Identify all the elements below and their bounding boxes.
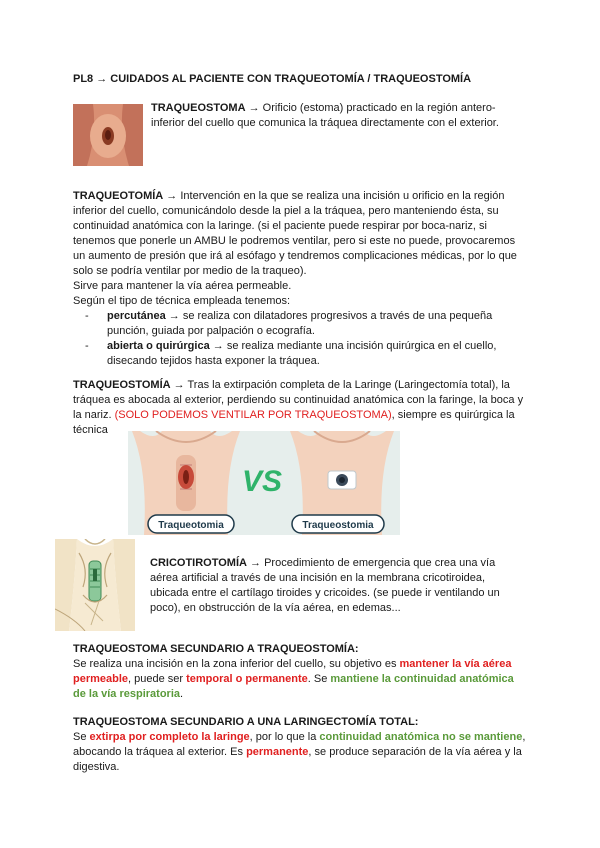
arrow: →	[246, 557, 265, 569]
secundario-laringectomia-section	[73, 715, 528, 775]
type-term: percutánea	[107, 310, 166, 322]
traqueostomia-tail: , siempre es quirúrgica la técnica	[73, 409, 515, 436]
secundario-traqueostomia-section	[73, 642, 528, 702]
traqueostomia-label: Traqueostomia	[302, 520, 374, 531]
highlight-red: temporal o permanente	[186, 673, 308, 685]
comparison-image	[128, 431, 400, 535]
type-text: → se realiza con dilatadores progresivos a través de una pequeña punción, guiada por palpación o ecografía.	[107, 310, 493, 337]
text-run: , por lo que la	[249, 731, 320, 743]
traqueotomia-types-intro: Según el tipo de técnica empleada tenemos:	[73, 295, 291, 307]
type-term: abierta o quirúrgica	[107, 340, 210, 352]
traqueostoma-text: Orificio (estoma) practicado en la región antero-inferior del cuello que comunica la tráquea directamente con el exterior.	[151, 102, 499, 129]
text-run: . Se	[307, 673, 331, 685]
highlight-red: extirpa por completo la laringe	[89, 731, 250, 743]
traqueotomia-purpose: Sirve para mantener la vía aérea permeable.	[73, 280, 292, 292]
arrow: →	[170, 379, 188, 391]
traqueostoma-term: TRAQUEOSTOMA	[151, 102, 246, 114]
type-text: → se realiza mediante una incisión quirúrgica en el cuello, disecando tejidos hasta exponer la tráquea.	[107, 340, 497, 367]
text-run: , puede ser	[128, 673, 187, 685]
traqueostomia-text: Tras la extirpación completa de la Laringe (Laringectomía total), la tráquea es abocada al exterior, perdiendo su continuidad anatómica con la faringe, la boca y la nariz.	[73, 379, 524, 421]
highlight-red: permanente	[246, 746, 309, 758]
text-run: Se realiza una incisión en la zona inferior del cuello, su objetivo es	[73, 658, 400, 670]
section-heading: TRAQUEOSTOMA SECUNDARIO A TRAQUEOSTOMÍA:	[73, 643, 359, 655]
cricotirotomia-text: Procedimiento de emergencia que crea una vía aérea artificial a través de una incisión en la membrana cricotiroidea, ubicada entre el cartílago tiroides y cricoides. (se puede ir ventilando un poco), en obstrucción de la vía aérea, en edemas...	[150, 557, 500, 614]
traqueotomia-definition	[73, 189, 528, 279]
cricotirotomia-illustration	[55, 539, 135, 631]
text-run: .	[180, 688, 184, 700]
traqueostoma-photo	[73, 104, 143, 166]
traqueotomia-label: Traqueotomia	[158, 520, 224, 531]
traqueostomia-term: TRAQUEOSTOMÍA	[73, 379, 171, 391]
section-text	[73, 657, 528, 702]
traqueotomia-section	[73, 189, 528, 369]
traqueotomia-term: TRAQUEOTOMÍA	[73, 190, 164, 202]
traqueotomia-text: Intervención en la que se realiza una incisión u orificio en la región inferior del cuello, comunicándolo desde la piel a la tráquea, pero manteniendo ésta, su continuidad anatómica con la laringe. (si el paciente puede respirar por boca-nariz, si tenemos que ponerle un AMBU le podremos ventilar, pero si este no puede, provocaremos un aumento de presión que irá al esófago y tendremos complicaciones médicas, por lo que solo se podría ventilar por medio de la traqueo).	[73, 190, 517, 277]
cricotirotomia-definition	[150, 556, 500, 616]
list-item	[81, 339, 528, 369]
highlight-green: mantiene la continuidad anatómica de la vía respiratoria	[73, 673, 514, 700]
ventilation-warning: (SOLO PODEMOS VENTILAR POR TRAQUEOSTOMA)	[114, 409, 392, 421]
traqueostoma-definition	[151, 101, 511, 131]
highlight-green: continuidad anatómica no se mantiene	[319, 731, 523, 743]
page-title: PL8 → CUIDADOS AL PACIENTE CON TRAQUEOTOMÍA / TRAQUEOSTOMÍA	[73, 73, 472, 85]
arrow: →	[245, 102, 263, 114]
text-run: , abocando la tráquea al exterior. Es	[73, 731, 526, 758]
cricotirotomia-term: CRICOTIROTOMÍA	[150, 557, 247, 569]
section-text	[73, 730, 528, 775]
section-heading: TRAQUEOSTOMA SECUNDARIO A UNA LARINGECTOMÍA TOTAL:	[73, 716, 419, 728]
highlight-red: mantener la vía aérea permeable	[73, 658, 512, 685]
vs-mark: VS	[242, 465, 283, 498]
list-item	[81, 309, 528, 339]
text-run: Se	[73, 731, 90, 743]
traqueotomia-types-list	[81, 309, 528, 369]
arrow: →	[163, 190, 181, 202]
traqueostomia-section	[73, 378, 528, 438]
text-run: , se produce separación de la vía aérea y la digestiva.	[73, 746, 522, 773]
